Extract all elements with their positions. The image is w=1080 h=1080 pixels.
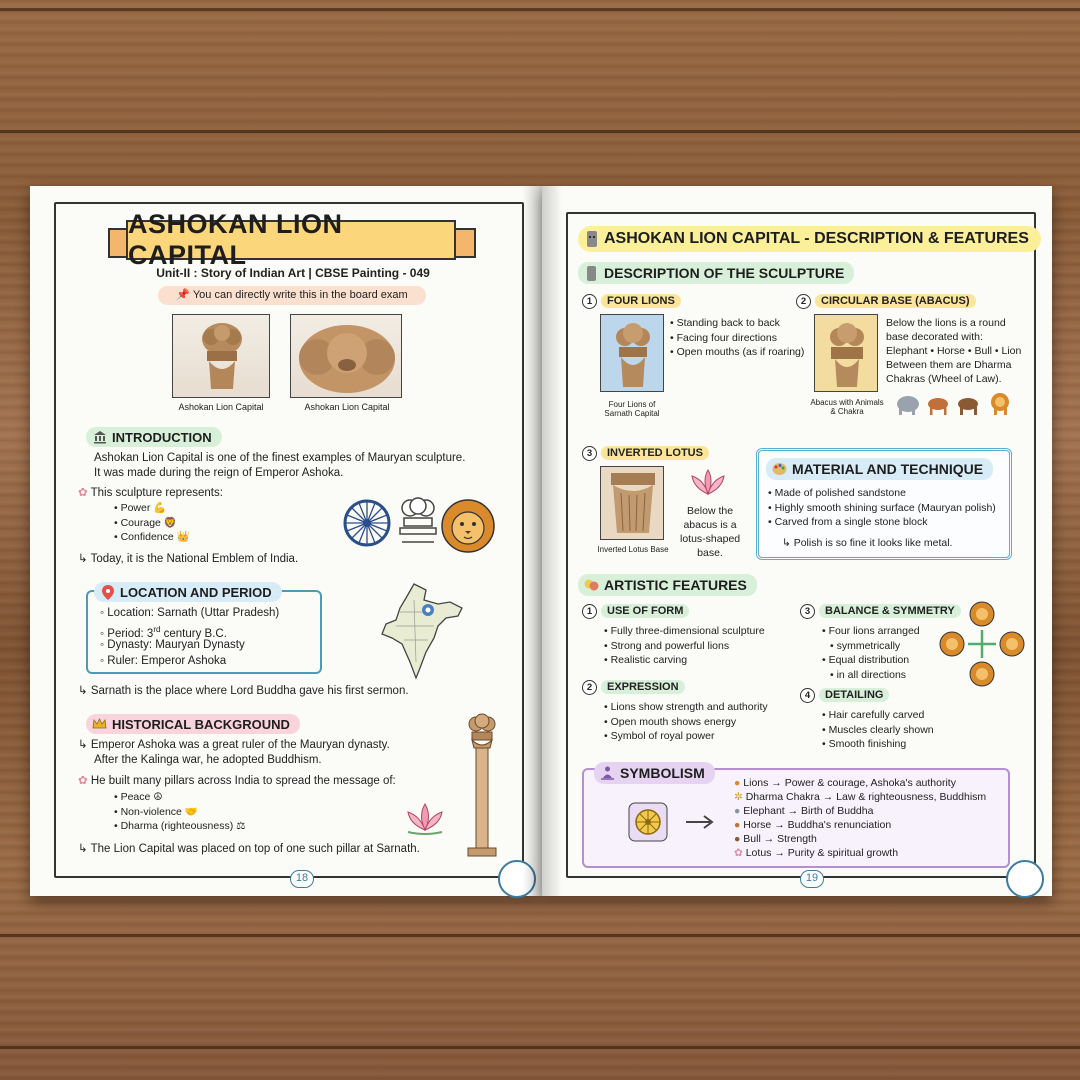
page-subtitle: Unit-II : Story of Indian Art | CBSE Painting - 049 <box>156 266 430 280</box>
section-number: 1 <box>582 604 597 619</box>
bull-icon: ● <box>734 833 744 845</box>
pillars-text: He built many pillars across India to spread the message of: <box>90 775 396 787</box>
arrow-icon: ↳ <box>78 843 91 855</box>
horse-icon: ● <box>734 819 744 831</box>
dynasty-value: Dynasty: Mauryan Dynasty <box>107 639 245 651</box>
section-number: 3 <box>800 604 815 619</box>
expression-heading: EXPRESSION <box>601 680 685 694</box>
four-lions-caption-2: Sarnath Capital <box>604 409 660 418</box>
ruler-text: ◦ Ruler: Emperor Ashoka <box>100 655 227 667</box>
history-closing-text: The Lion Capital was placed on top of one such pillar at Sarnath. <box>90 843 420 855</box>
list-item: • symmetrically <box>822 639 920 654</box>
inverted-lotus-line: base. <box>697 547 723 559</box>
flower-icon: ✿ <box>78 775 91 787</box>
circular-base-line: Between them are Dharma <box>886 359 1012 371</box>
inverted-lotus-line: Below the <box>686 505 734 517</box>
elephant-icon: ● <box>734 805 744 817</box>
moai-icon <box>584 266 599 281</box>
list-item: • Peace ☮ <box>114 790 246 805</box>
list-item: • Dharma (righteousness) ⚖ <box>114 819 246 834</box>
material-header <box>766 458 993 480</box>
four-lions-list <box>670 316 804 360</box>
lion-heads-icon <box>291 315 402 398</box>
arrow-icon: ↳ <box>78 739 91 751</box>
inverted-lotus-line: lotus-shaped <box>680 533 741 545</box>
symbolism-header <box>594 762 715 784</box>
lion-capital-photo-1 <box>172 314 270 398</box>
symbolism-item <box>734 776 956 790</box>
dynasty-text: ◦ Dynasty: Mauryan Dynasty <box>100 639 245 651</box>
detailing-list <box>822 708 934 752</box>
list-item: • Realistic carving <box>604 653 765 668</box>
material-note-text: Polish is so fine it looks like metal. <box>793 537 953 549</box>
lion-capital-icon <box>173 315 270 398</box>
list-item: • Strong and powerful lions <box>604 639 765 654</box>
inverted-lotus-photo <box>600 466 664 540</box>
list-item: • Symbol of royal power <box>604 729 768 744</box>
animals-icon <box>894 392 1018 416</box>
symbolism-text: Dharma Chakra → Law & righteousness, Buddhism <box>745 791 987 803</box>
wood-seam <box>0 934 1080 937</box>
represents-list <box>114 501 190 545</box>
material-heading: MATERIAL AND TECHNIQUE <box>792 461 984 477</box>
circular-base-line: Elephant • Horse • Bull • Lion <box>886 345 1022 357</box>
list-item: • Fully three-dimensional sculpture <box>604 624 765 639</box>
wood-seam <box>0 8 1080 11</box>
inverted-lotus-caption: Inverted Lotus Base <box>597 545 669 554</box>
ruler-value: Ruler: Emperor Ashoka <box>107 655 227 667</box>
section-number: 2 <box>796 294 811 309</box>
description-header <box>578 262 854 284</box>
four-lions-heading: FOUR LIONS <box>601 294 681 308</box>
ashoka-pillar-icon <box>462 712 502 860</box>
theater-masks-icon <box>584 578 599 593</box>
list-item: • Muscles clearly shown <box>822 723 934 738</box>
list-item: • Standing back to back <box>670 316 804 331</box>
symbolism-item <box>734 832 817 846</box>
circular-base-heading: CIRCULAR BASE (ABACUS) <box>815 294 976 308</box>
expression-list <box>604 700 768 744</box>
museum-icon <box>92 430 107 445</box>
book-gutter <box>522 186 562 896</box>
symbolism-heading: SYMBOLISM <box>620 765 705 781</box>
lion-capital-photo-2 <box>290 314 402 398</box>
detailing-heading: DETAILING <box>819 688 889 702</box>
intro-closing-text: Today, it is the National Emblem of India. <box>90 553 299 565</box>
circular-base-line: Chakras (Wheel of Law). <box>886 373 1002 385</box>
material-list <box>768 486 996 530</box>
lion-icon: ● <box>734 777 744 789</box>
list-item: • Hair carefully carved <box>822 708 934 723</box>
right-page <box>542 186 1052 896</box>
material-note <box>782 536 952 550</box>
period-suffix: century B.C. <box>160 627 227 640</box>
page-number: 19 <box>800 870 824 888</box>
list-item: • Courage 🦁 <box>114 516 190 531</box>
india-map-icon <box>376 582 466 680</box>
pin-icon: 📌 <box>176 289 193 301</box>
dharma-chakra-icon <box>342 498 392 548</box>
right-title-header <box>578 226 1041 252</box>
arrow-right-icon <box>684 814 718 830</box>
lotus-icon: ✿ <box>734 847 746 859</box>
inverted-lotus-line: abacus is a <box>683 519 737 531</box>
symbolism-item <box>734 804 873 818</box>
location-closing <box>78 684 409 699</box>
intro-line-1: Ashokan Lion Capital is one of the finest examples of Mauryan sculpture. <box>94 452 466 464</box>
flower-icon: ✿ <box>78 487 91 499</box>
section-number: 2 <box>582 680 597 695</box>
intro-closing <box>78 552 298 567</box>
symbolism-item <box>734 790 986 804</box>
arrow-icon: ↳ <box>78 685 91 697</box>
location-closing-text: Sarnath is the place where Lord Buddha gave his first sermon. <box>90 685 409 697</box>
section-number: 3 <box>582 446 597 461</box>
location-header <box>94 582 282 602</box>
symbolism-item <box>734 818 891 832</box>
list-item: • Open mouth shows energy <box>604 715 768 730</box>
balance-header <box>800 602 961 620</box>
introduction-heading: INTRODUCTION <box>112 429 212 445</box>
list-item: • Confidence 👑 <box>114 530 190 545</box>
arrow-icon: ↳ <box>782 537 794 549</box>
inverted-lotus-header <box>582 444 709 462</box>
map-pin-icon <box>100 585 115 600</box>
location-value: Location: Sarnath (Uttar Pradesh) <box>107 607 280 619</box>
abacus-photo <box>814 314 878 392</box>
list-item: • Open mouths (as if roaring) <box>670 345 804 360</box>
image-caption: Ashokan Lion Capital <box>304 402 390 412</box>
symbolism-text: Lotus → Purity & spiritual growth <box>745 847 899 859</box>
period-prefix: Period: 3 <box>107 627 154 640</box>
detailing-header <box>800 686 889 704</box>
list-item: • Made of polished sandstone <box>768 486 996 501</box>
palette-icon <box>772 462 787 477</box>
page-title-banner <box>126 209 456 270</box>
artistic-heading: ARTISTIC FEATURES <box>604 577 747 593</box>
chakra-icon: ✲ <box>734 791 746 803</box>
symbolism-item <box>734 846 898 860</box>
circular-base-line: base decorated with: <box>886 331 983 343</box>
crown-icon <box>92 717 107 732</box>
abacus-caption-2: & Chakra <box>830 407 864 416</box>
list-item: • Four lions arranged <box>822 624 920 639</box>
image-caption: Ashokan Lion Capital <box>178 402 264 412</box>
list-item: • Carved from a single stone block <box>768 515 996 530</box>
history-heading: HISTORICAL BACKGROUND <box>112 716 290 732</box>
four-lions-caption-1: Four Lions of <box>608 400 656 409</box>
location-text: ◦ Location: Sarnath (Uttar Pradesh) <box>100 607 280 619</box>
list-item: • Lions show strength and authority <box>604 700 768 715</box>
lotus-icon <box>402 800 448 836</box>
abacus-caption-1: Abacus with Animals <box>810 398 884 407</box>
wood-seam <box>0 130 1080 133</box>
four-lions-photo <box>600 314 664 392</box>
arrow-icon: ↳ <box>78 553 91 565</box>
section-number: 4 <box>800 688 815 703</box>
exam-note: You can directly write this in the board exam <box>192 289 408 301</box>
lion-face-icon <box>440 498 496 554</box>
page-title: ASHOKAN LION CAPITAL <box>128 209 343 270</box>
represents-label <box>78 486 223 501</box>
moai-icon <box>584 232 599 247</box>
symbolism-text: Lions → Power & courage, Ashoka's authority <box>743 777 956 789</box>
use-of-form-list <box>604 624 765 668</box>
right-page-title: ASHOKAN LION CAPITAL - DESCRIPTION & FEATURES <box>604 230 1029 247</box>
history-line-2: After the Kalinga war, he adopted Buddhism. <box>94 754 322 766</box>
list-item: • Equal distribution <box>822 653 920 668</box>
national-emblem-icon <box>396 494 440 550</box>
inverted-lotus-heading: INVERTED LOTUS <box>601 446 709 460</box>
history-header <box>86 714 300 734</box>
symbolism-text: Horse → Buddha's renunciation <box>743 819 892 831</box>
dharma-chakra-icon <box>628 802 668 842</box>
description-heading: DESCRIPTION OF THE SCULPTURE <box>604 265 845 281</box>
balance-list <box>822 624 920 682</box>
lotus-icon <box>688 466 728 500</box>
list-item: • Facing four directions <box>670 331 804 346</box>
expression-header <box>582 678 685 696</box>
message-list <box>114 790 246 834</box>
period-text: ◦ Period: 3rd century B.C. <box>100 625 227 640</box>
symbolism-text: Elephant → Birth of Buddha <box>743 805 874 817</box>
history-closing <box>78 842 420 857</box>
artistic-header <box>578 574 757 596</box>
circular-base-header <box>796 292 976 310</box>
represents-text: This sculpture represents: <box>90 487 223 499</box>
location-heading: LOCATION AND PERIOD <box>120 584 272 600</box>
pillars-line <box>78 774 396 789</box>
page-number: 18 <box>290 870 314 888</box>
introduction-header <box>86 427 222 447</box>
period-sup: rd <box>153 625 161 634</box>
publisher-logo-icon <box>1006 860 1044 898</box>
use-of-form-header <box>582 602 689 620</box>
wood-seam <box>0 1046 1080 1049</box>
exam-note-pill <box>158 286 426 305</box>
open-book <box>30 186 1052 896</box>
history-line-1-text: Emperor Ashoka was a great ruler of the Mauryan dynasty. <box>90 739 390 751</box>
intro-line-2: It was made during the reign of Emperor Ashoka. <box>94 467 344 479</box>
list-item: • Smooth finishing <box>822 737 934 752</box>
list-item: • Non-violence 🤝 <box>114 805 246 820</box>
history-line-1 <box>78 738 390 753</box>
symbolism-text: Bull → Strength <box>743 833 817 845</box>
meditating-person-icon <box>600 766 615 781</box>
section-number: 1 <box>582 294 597 309</box>
list-item: • Power 💪 <box>114 501 190 516</box>
circular-base-line: Below the lions is a round <box>886 317 1006 329</box>
list-item: • Highly smooth shining surface (Mauryan polish) <box>768 501 996 516</box>
balance-heading: BALANCE & SYMMETRY <box>819 604 961 618</box>
list-item: • in all directions <box>822 668 920 683</box>
four-lions-header <box>582 292 681 310</box>
use-of-form-heading: USE OF FORM <box>601 604 689 618</box>
left-page <box>30 186 542 896</box>
symmetry-lions-icon <box>938 600 1026 688</box>
